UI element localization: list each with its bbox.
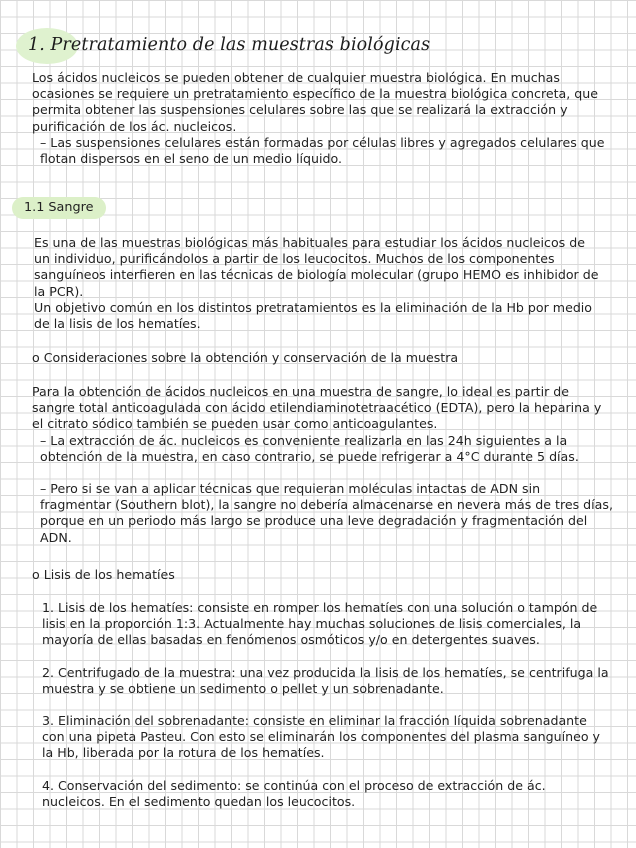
consideraciones-note-2: – Pero si se van a aplicar técnicas que requieran moléculas intactas de ADN sin fragmentar (Southern blot), la sangre no debería almacenarse en nevera más de tres días, porque en un periodo más largo se produce una leve degradación y fragmentación del ADN. <box>40 481 613 545</box>
subsection-title-area <box>18 197 93 215</box>
sangre-section <box>34 235 600 332</box>
lisis-heading: o Lisis de los hematíes <box>32 567 175 582</box>
intro-note: – Las suspensiones celulares están formadas por células libres y agregados celulares que flotan dispersos en el seno de un medio líquido. <box>40 134 605 167</box>
lisis-section <box>42 600 610 826</box>
list-item: 3. Eliminación del sobrenadante: consiste en eliminar la fracción líquida sobrenadante con una pipeta Pasteu. Con esto se eliminarán los componentes del plasma sanguíneo y la Hb, liberada por la rotura de los hematíes. <box>42 713 600 761</box>
list-item: 4. Conservación del sedimento: se continúa con el proceso de extracción de ác. nucleicos. En el sedimento quedan los leucocitos. <box>42 777 546 809</box>
list-item: 1. Lisis de los hematíes: consiste en romper los hematíes con una solución o tampón de lisis en la proporción 1:3. Actualmente hay muchas soluciones de lisis comerciales, la mayoría de ellas basadas en fenómenos osmóticos y/o en detergentes suaves. <box>42 600 598 648</box>
intro-paragraph: Los ácidos nucleicos se pueden obtener de cualquier muestra biológica. En muchas ocasiones se requiere un pretratamiento específico de la muestra biológica concreta, que permita obtener las suspensiones celulares sobre las que se realizará la extracción y purificación de los ác. nucleicos. <box>32 70 598 134</box>
sangre-objective: Un objetivo común en los distintos pretratamientos es la eliminación de la Hb por medio de la lisis de los hematíes. <box>34 299 593 332</box>
consideraciones-paragraph: Para la obtención de ácidos nucleicos en una muestra de sangre, lo ideal es partir de sangre total anticoagulada con ácido etilendiaminotetraacético (EDTA), pero la heparina y el citrato sódico también se pueden usar como anticoagulantes. <box>32 384 602 432</box>
subsection-title: 1.1 Sangre <box>24 200 94 215</box>
lisis-steps-list <box>42 600 610 810</box>
consideraciones-section <box>32 384 614 546</box>
title-area <box>28 28 430 55</box>
consideraciones-note-1: – La extracción de ác. nucleicos es conveniente realizarla en las 24h siguientes a la obtención de la muestra, en caso contrario, se puede refrigerar a 4°C durante 5 días. <box>40 432 579 464</box>
page-title: 1. Pretratamiento de las muestras biológicas <box>28 35 431 55</box>
intro-section <box>32 70 614 167</box>
list-item: 2. Centrifugado de la muestra: una vez producida la lisis de los hematíes, se centrifuga la muestra y se obtiene un sedimento o pellet y un sobrenadante. <box>42 664 609 696</box>
consideraciones-heading: o Consideraciones sobre la obtención y conservación de la muestra <box>32 350 459 365</box>
sangre-paragraph: Es una de las muestras biológicas más habituales para estudiar los ácidos nucleicos de un individuo, purificándolos a partir de los leucocitos. Muchos de los componentes sanguíneos interfieren en las técnicas de biología molecular (grupo HEMO es inhibidor de la PCR). <box>34 235 599 299</box>
